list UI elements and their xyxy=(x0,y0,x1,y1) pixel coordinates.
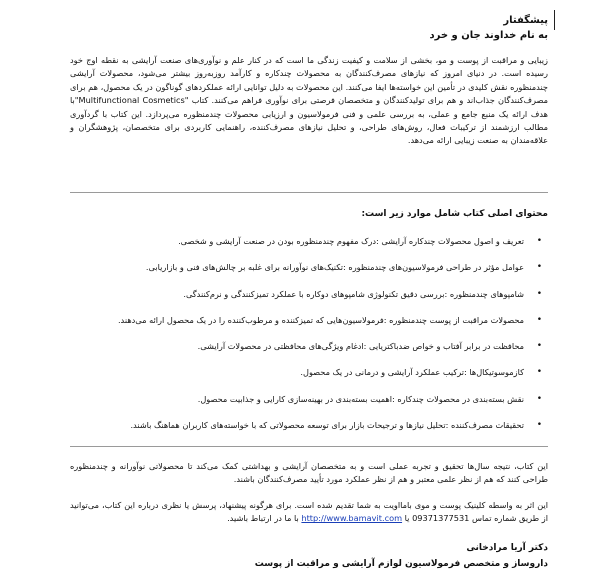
text-cursor xyxy=(554,10,555,30)
section-divider xyxy=(70,192,548,193)
contents-list-item xyxy=(70,262,548,273)
contents-list-item xyxy=(70,236,548,247)
document-title: پیشگفتار xyxy=(503,15,548,26)
contents-list-item xyxy=(70,394,548,405)
website-link[interactable]: http://www.bamavit.com xyxy=(301,513,403,524)
bullet-icon: • xyxy=(536,367,542,378)
bullet-icon: • xyxy=(536,420,542,431)
closing-paragraph: این کتاب، نتیجه سال‌ها تحقیق و تجربه عملی است و به متخصصان آرایشی و بهداشتی کمک می‌کند تا محصولاتی نوآورانه و چندمنظوره طراحی کنند که هم از نظر علمی معتبر و هم از نظر عملکرد مورد تأیید مصرف‌کنندگان باشند. xyxy=(70,461,548,485)
author-title: داروساز و متخصص فرمولاسیون لوازم آرایشی و مراقبت از پوست xyxy=(254,559,548,569)
bullet-icon: • xyxy=(536,393,542,404)
contents-item-text: شامپوهای چندمنظوره :بررسی دقیق تکنولوژی شامپوهای دوکاره با عملکرد تمیزکنندگی و نرم‌کنندگی. xyxy=(183,288,524,299)
author-name: دکتر آریا مرادخانی xyxy=(466,543,548,553)
contents-item-text: نقش بسته‌بندی در محصولات چندکاره :اهمیت بسته‌بندی در بهینه‌سازی کارایی و جذابیت محصول. xyxy=(197,393,524,404)
contents-list-item xyxy=(70,367,548,378)
bullet-icon: • xyxy=(536,341,542,352)
contact-text: این اثر به واسطه کلینیک پوست و موی بامااویت به شما تقدیم شده است. برای هرگونه پیشنهاد، پرسش یا نظری درباره این کتاب، می‌توانید از طریق شماره تماس xyxy=(70,500,548,524)
contact-closing: با ما در ارتباط باشید. xyxy=(227,513,299,524)
contents-list xyxy=(70,236,548,446)
contents-item-text: تحقیقات مصرف‌کننده :تحلیل نیازها و ترجیحات بازار برای توسعه محصولاتی که با خواسته‌های کاربران هماهنگ باشند. xyxy=(130,420,524,431)
bullet-icon: • xyxy=(536,262,542,273)
contents-list-item xyxy=(70,289,548,300)
document-subtitle: به نام خداوند جان و خرد xyxy=(429,30,548,41)
contents-list-item xyxy=(70,315,548,326)
contents-list-item xyxy=(70,341,548,352)
contents-item-text: عوامل مؤثر در طراحی فرمولاسیون‌های چندمنظوره :تکنیک‌های نوآورانه برای غلبه بر چالش‌های فنی و بازاریابی. xyxy=(145,262,524,273)
contact-paragraph xyxy=(70,499,548,526)
contents-item-text: تعریف و اصول محصولات چندکاره آرایشی :درک مفهوم چندمنظوره بودن در صنعت آرایشی و شخصی. xyxy=(178,236,524,246)
contents-list-item xyxy=(70,420,548,431)
contact-conjunction: یا xyxy=(404,513,410,524)
contents-item-text: کازموسوتیکال‌ها :ترکیب عملکرد آرایشی و درمانی در یک محصول. xyxy=(300,367,524,378)
bullet-icon: • xyxy=(536,288,542,299)
section-divider xyxy=(70,446,548,447)
bullet-icon: • xyxy=(536,314,542,325)
intro-paragraph: زیبایی و مراقبت از پوست و مو، بخشی از سلامت و کیفیت زندگی ما است که در کنار علم و نوآوری‌های صنعت آرایشی به نقطه اوج خود رسیده است. در دنیای امروز که نیازهای مصرف‌کنندگان به محصولات چندکاره و کارآمد روزبه‌روز بیشتر می‌شود، محصولات آرایشی چندمنظوره نقش کلیدی در تأمین این خواسته‌ها ایفا می‌کنند. این محصولات به دلیل توانایی ارائه عملکردهای گوناگون در یک محصول، هم برای مصرف‌کنندگان جذاب‌اند و هم برای تولیدکنندگان و متخصصان فرصتی برای نوآوری فراهم می‌کنند. کتاب "Multifunctional Cosmetics"با هدف ارائه یک منبع جامع و عملی، به بررسی علمی و فنی فرمولاسیون و ارزیابی محصولات چندمنظوره می‌پردازد. این کتاب با گردآوری مطالب ارزشمند از ترکیبات فعال، روش‌های طراحی، و تحلیل نیازهای مصرف‌کننده، راهنمایی کاربردی برای متخصصان، پژوهشگران و علاقه‌مندان به صنعت زیبایی ارائه می‌دهد. xyxy=(70,55,548,146)
bullet-icon: • xyxy=(536,236,542,246)
contents-heading: محتوای اصلی کتاب شامل موارد زیر است: xyxy=(361,209,548,219)
contents-item-text: محصولات مراقبت از پوست چندمنظوره :فرمولاسیون‌هایی که تمیزکننده و مرطوب‌کننده را در یک محصول ارائه می‌دهند. xyxy=(117,314,524,325)
phone-number: 09371377531 xyxy=(412,513,470,524)
contents-item-text: محافظت در برابر آفتاب و خواص ضدباکتریایی :ادغام ویژگی‌های محافظتی در محصولات آرایشی. xyxy=(197,341,524,352)
